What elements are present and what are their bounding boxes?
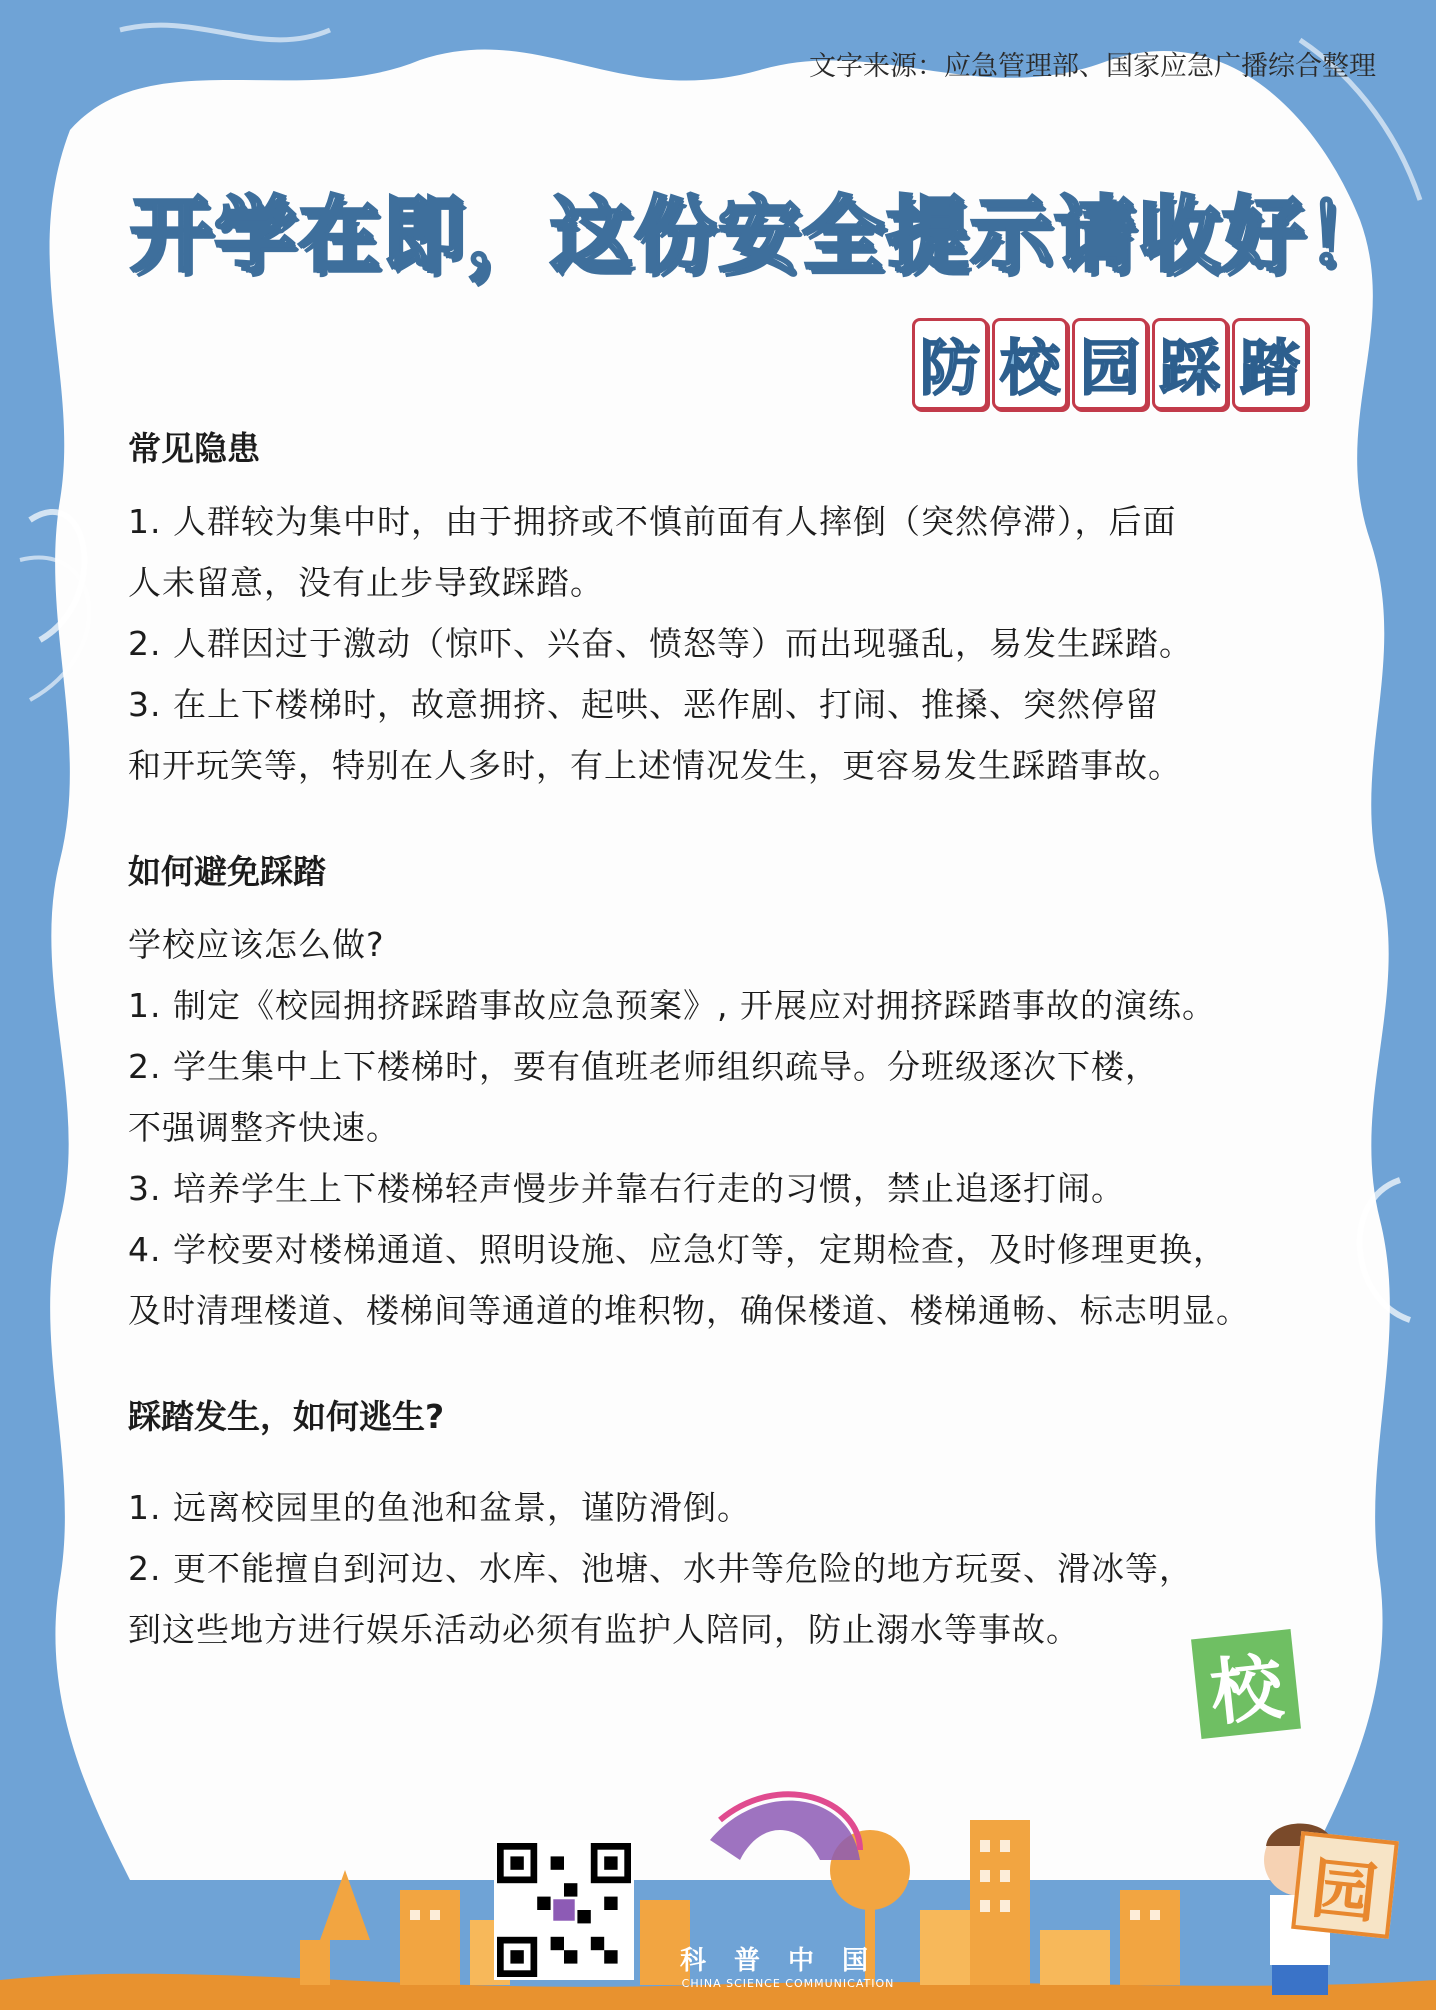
science-china-logo [668, 1940, 908, 1990]
qr-pattern [497, 1843, 631, 1977]
text-line: 到这些地方进行娱乐活动必须有监护人陪同，防止溺水等事故。 [128, 1610, 1080, 1649]
text-line: 1. 人群较为集中时，由于拥挤或不慎前面有人摔倒（突然停滞），后面 [128, 502, 1177, 541]
section-heading-escape: 踩踏发生，如何逃生? [128, 1397, 445, 1436]
text-line: 4. 学校要对楼梯通道、照明设施、应急灯等，定期检查，及时修理更换， [128, 1230, 1227, 1269]
campus-sign: 园 [1291, 1831, 1399, 1939]
text-line: 1. 制定《校园拥挤踩踏事故应急预案》, 开展应对拥挤踩踏事故的演练。 [128, 986, 1216, 1025]
text-line: 3. 在上下楼梯时，故意拥挤、起哄、恶作剧、打闹、推搡、突然停留 [128, 685, 1159, 724]
section-heading-hazards: 常见隐患 [128, 429, 260, 468]
text-line: 人未留意，没有止步导致踩踏。 [128, 563, 604, 602]
subtitle-badge [912, 318, 1308, 410]
subtitle-char: 校 [992, 318, 1068, 410]
section-heading-prevention: 如何避免踩踏 [128, 852, 326, 891]
text-line: 不强调整齐快速。 [128, 1108, 400, 1147]
main-content [128, 425, 1288, 1660]
text-line: 和开玩笑等，特别在人多时，有上述情况发生，更容易发生踩踏事故。 [128, 746, 1182, 785]
school-sign: 校 [1191, 1629, 1301, 1739]
text-line: 2. 学生集中上下楼梯时，要有值班老师组织疏导。分班级逐次下楼， [128, 1047, 1159, 1086]
text-line: 学校应该怎么做? [128, 925, 385, 964]
logo-cn: 科普中国 [679, 1946, 896, 1976]
text-line: 1. 远离校园里的鱼池和盆景，谨防滑倒。 [128, 1488, 751, 1527]
source-credit: 文字来源：应急管理部、国家应急广播综合整理 [809, 51, 1376, 82]
subtitle-char: 防 [912, 318, 988, 410]
subtitle-char: 踩 [1152, 318, 1228, 410]
subtitle-char: 园 [1072, 318, 1148, 410]
poster-title: 开学在即，这份安全提示请收好！ [130, 188, 1391, 283]
subtitle-char: 踏 [1232, 318, 1308, 410]
text-line: 3. 培养学生上下楼梯轻声慢步并靠右行走的习惯，禁止追逐打闹。 [128, 1169, 1125, 1208]
text-line: 2. 更不能擅自到河边、水库、池塘、水井等危险的地方玩耍、滑冰等， [128, 1549, 1193, 1588]
text-line: 2. 人群因过于激动（惊吓、兴奋、愤怒等）而出现骚乱，易发生踩踏。 [128, 624, 1193, 663]
text-line: 及时清理楼道、楼梯间等通道的堆积物，确保楼道、楼梯通畅、标志明显。 [128, 1291, 1250, 1330]
qr-code [494, 1840, 634, 1980]
logo-en: CHINA SCIENCE COMMUNICATION [681, 1977, 895, 1990]
